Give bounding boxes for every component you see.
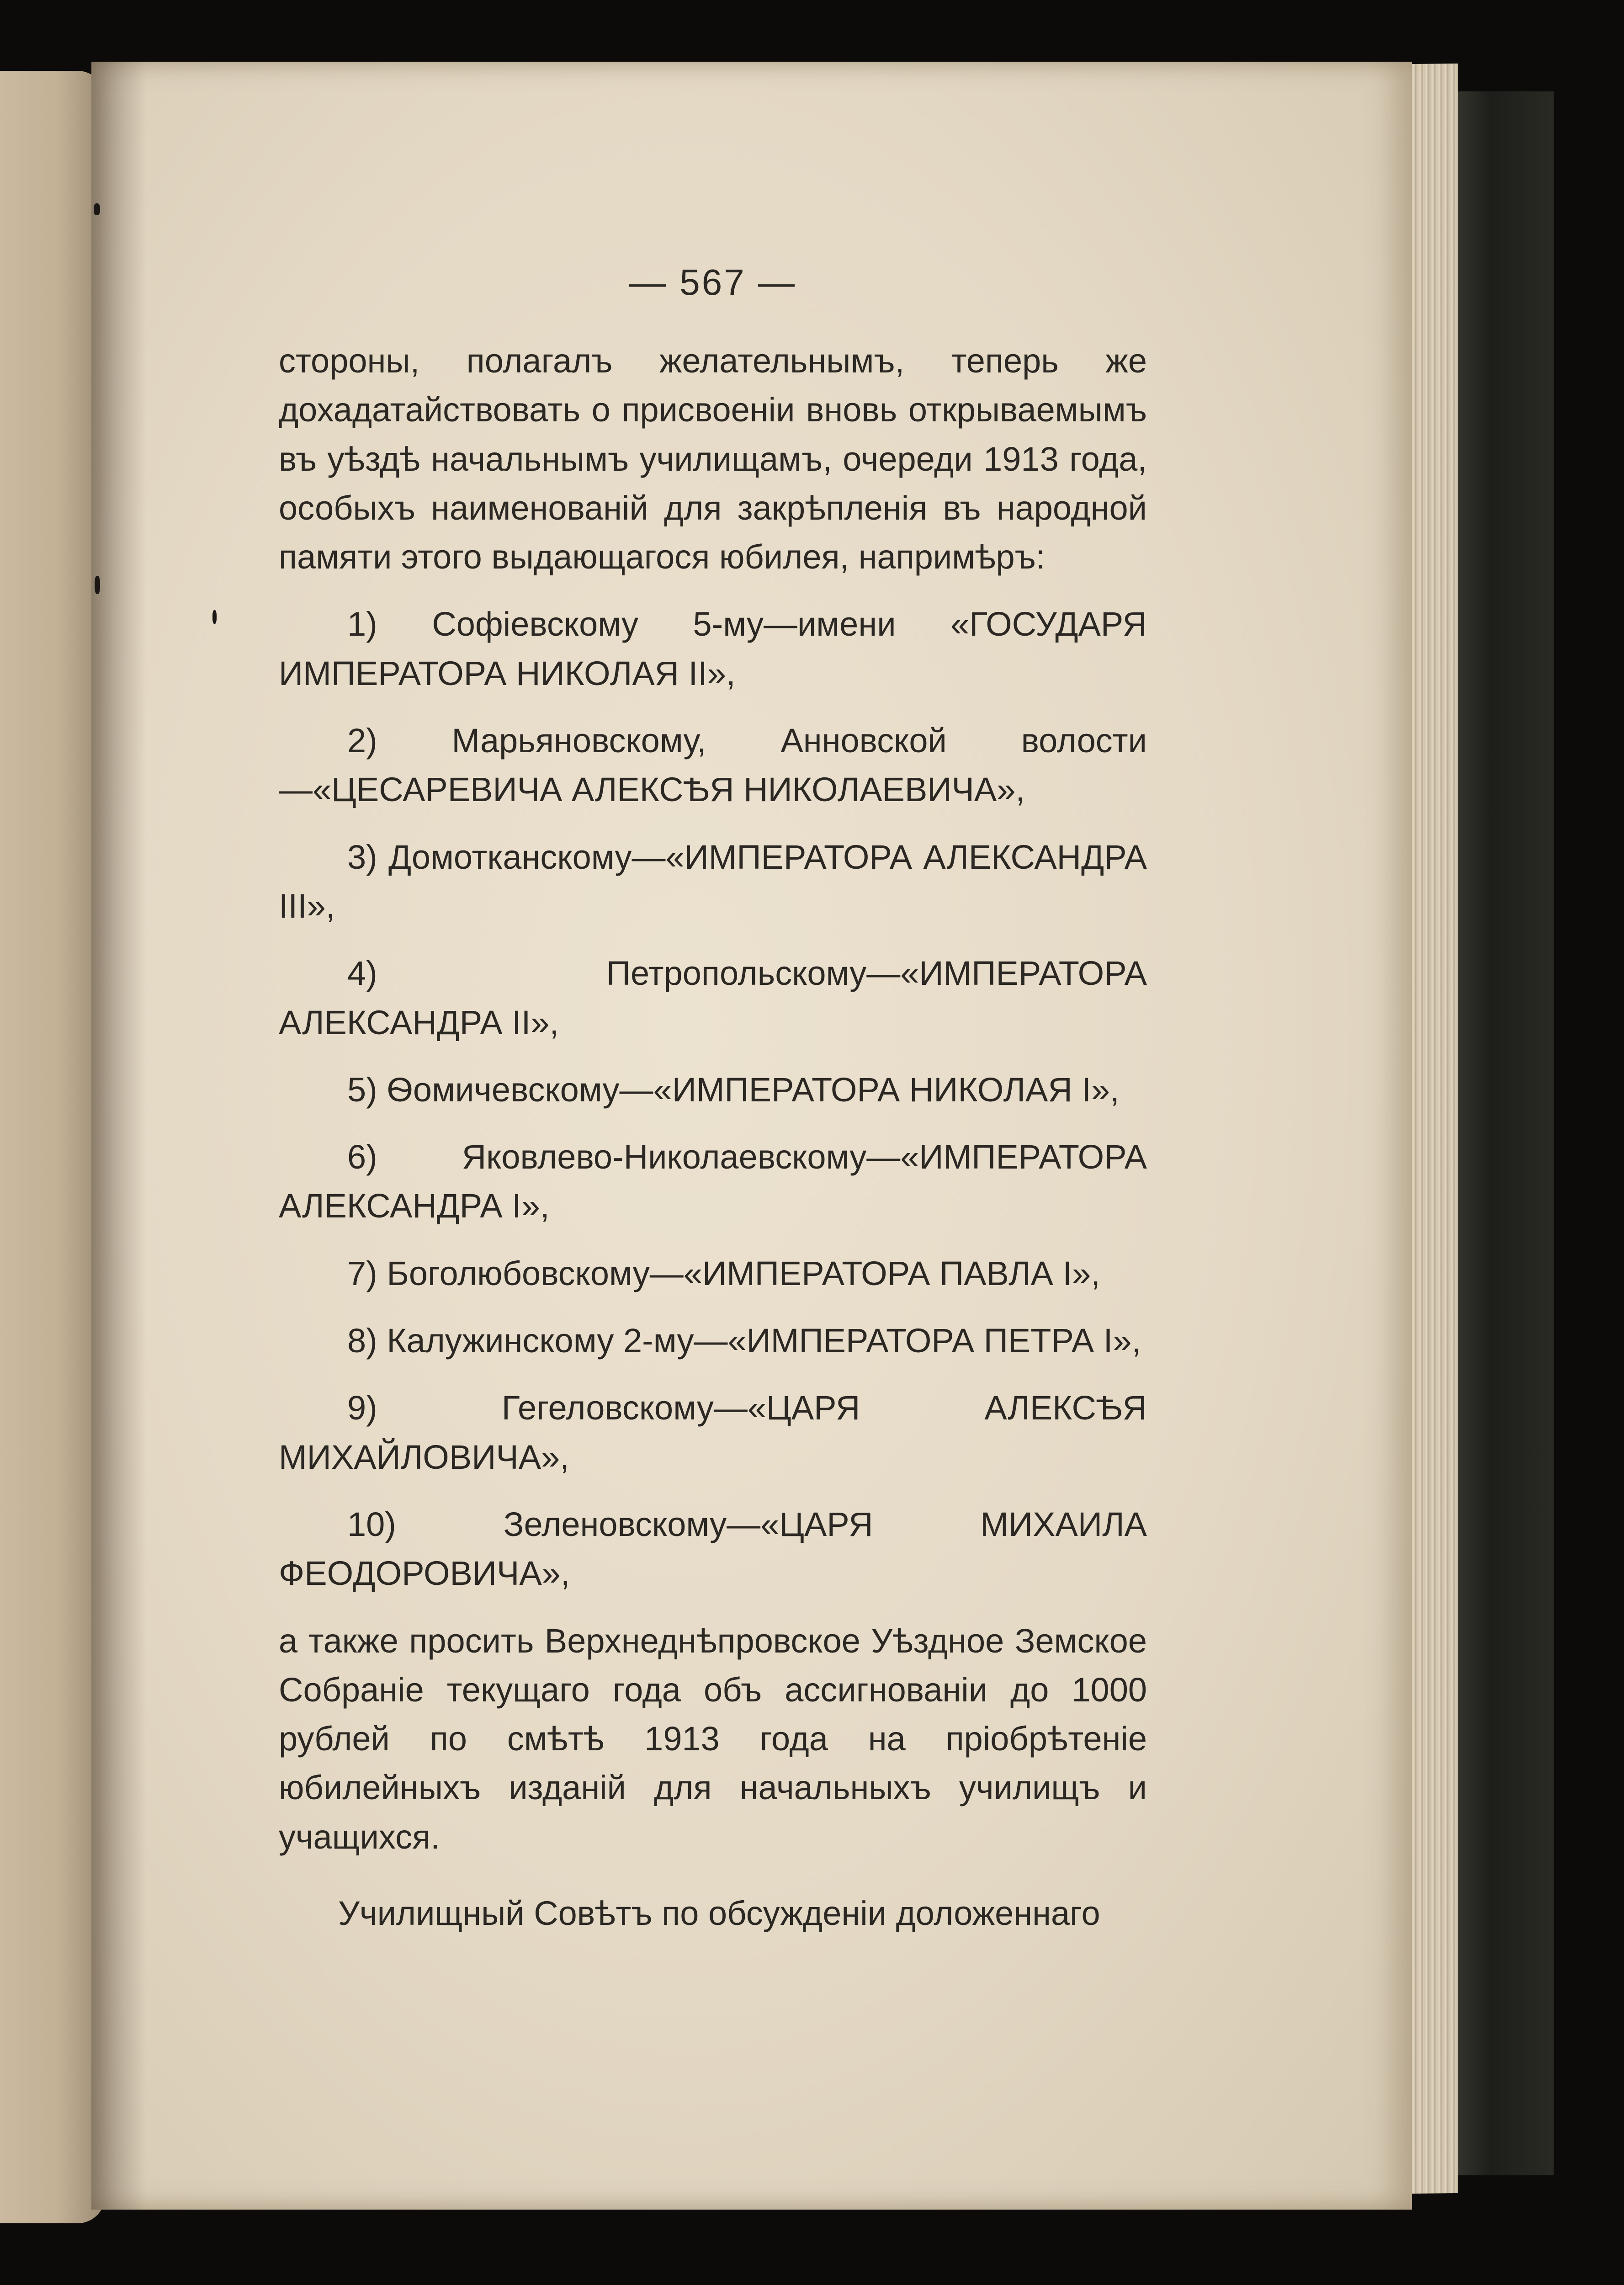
list-item: 3) Домотканскому—«ИМПЕРАТОРА АЛЕКСАНДРА III», xyxy=(279,838,1147,925)
left-page-edge xyxy=(0,71,105,2223)
closing-paragraph: а также просить Верхнеднѣпровское Уѣздное Земское Собраніе текущаго года объ ассигнованіи до 1000 рублей по смѣтѣ 1913 года на пріобрѣтеніе юбилейныхъ изданій для начальныхъ училищъ и учащихся. xyxy=(279,1621,1147,1856)
list-item: 6) Яковлево-Николаевскому—«ИМПЕРАТОРА АЛЕКСАНДРА I», xyxy=(279,1138,1147,1225)
margin-mark xyxy=(212,610,217,624)
list-item: 8) Калужинскому 2-му—«ИМПЕРАТОРА ПЕТРА I», xyxy=(347,1322,1141,1360)
margin-mark xyxy=(95,576,100,594)
list-item: 10) Зеленовскому—«ЦАРЯ МИХАИЛА ФЕОДОРОВИЧА», xyxy=(279,1505,1147,1593)
list-item: 2) Марьяновскому, Анновской волости—«ЦЕСАРЕВИЧА АЛЕКСѢЯ НИКОЛАЕВИЧА», xyxy=(279,722,1147,809)
intro-paragraph: стороны, полагалъ желательнымъ, теперь же дохадатайствовать о присвоеніи вновь открываемымъ въ уѣздѣ начальнымъ училищамъ, очереди 1913 года, особыхъ наименованій для закрѣпленія въ народной памяти этого выдающагося юбилея, напримѣръ: xyxy=(279,342,1147,576)
page-number: — 567 — xyxy=(629,262,796,303)
last-line: Училищный Совѣтъ по обсужденіи доложеннаго xyxy=(338,1894,1100,1933)
book-cover-board xyxy=(1449,91,1554,2175)
list-item: 4) Петропольскому—«ИМПЕРАТОРА АЛЕКСАНДРА II», xyxy=(279,954,1147,1042)
list-item: 1) Софіевскому 5-му—имени «ГОСУДАРЯ ИМПЕРАТОРА НИКОЛАЯ II», xyxy=(279,605,1147,692)
gutter-shadow xyxy=(91,62,146,2210)
list-item: 9) Гегеловскому—«ЦАРЯ АЛЕКСѢЯ МИХАЙЛОВИЧА», xyxy=(279,1389,1147,1476)
page-text xyxy=(279,256,1147,1956)
list-item: 5) Ѳомичевскому—«ИМПЕРАТОРА НИКОЛАЯ I», xyxy=(347,1070,1120,1109)
margin-mark xyxy=(94,203,100,215)
list-item: 7) Боголюбовскому—«ИМПЕРАТОРА ПАВЛА I», xyxy=(347,1254,1100,1292)
